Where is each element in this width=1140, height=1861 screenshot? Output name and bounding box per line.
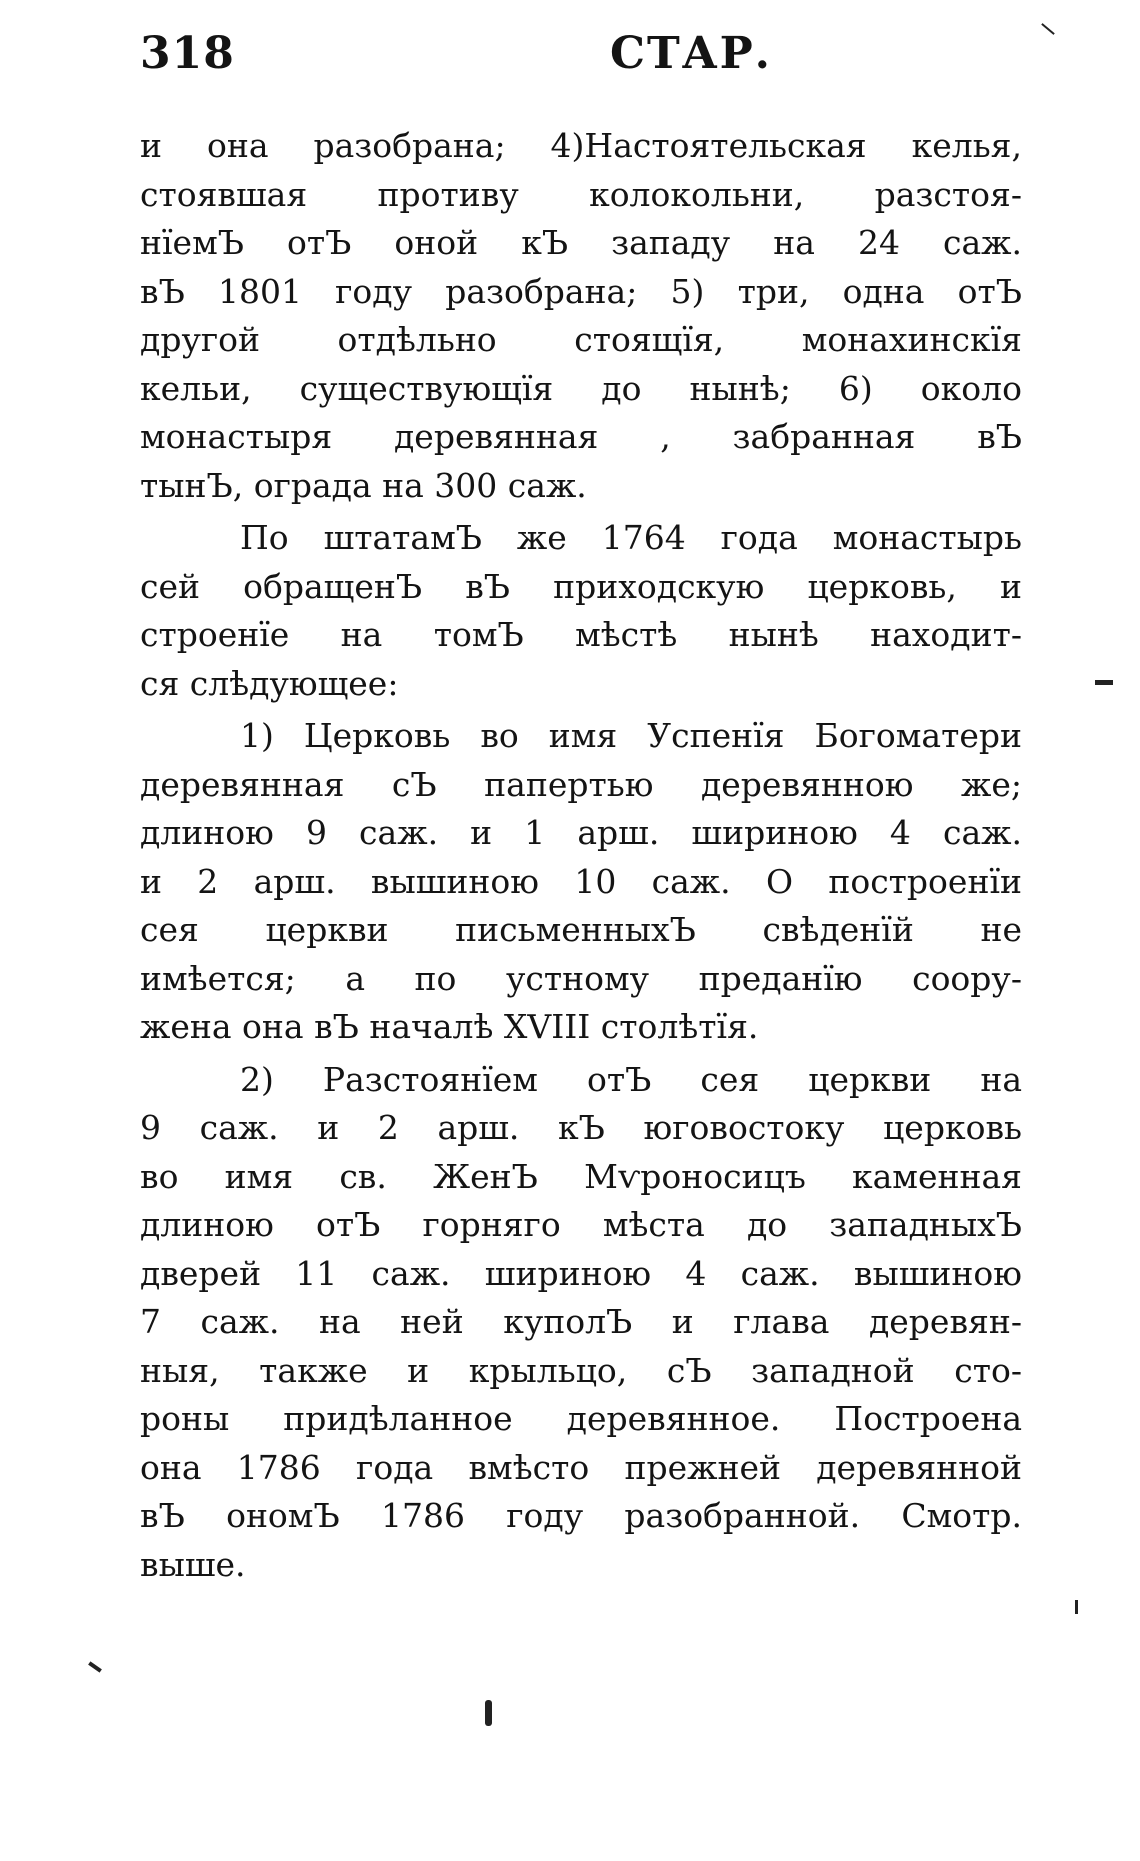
text-line: 9 саж. и 2 арш. кЪ юговостоку церковь <box>140 1108 1022 1147</box>
text-line: ся слѣдующее: <box>140 663 399 703</box>
page-header <box>140 28 1040 98</box>
text-line: вЪ ономЪ 1786 году разобранной. Смотр. <box>140 1496 1022 1535</box>
text-line: другой отдѣльно стоящїя, монахинскїя <box>140 320 1022 359</box>
text-line: 2) Разстоянїем отЪ сея церкви на <box>240 1059 1022 1099</box>
text-line: деревянная сЪ папертью деревянною же; <box>140 764 1022 804</box>
text-line: имѣется; а по устному преданїю соору- <box>140 958 1022 998</box>
paragraph-4 <box>140 1056 1022 1590</box>
text-line: строенїе на томЪ мѣстѣ нынѣ находит- <box>140 615 1022 654</box>
body-text <box>140 122 1022 1589</box>
paragraph-1 <box>140 122 1022 510</box>
scan-speck <box>1095 680 1113 685</box>
running-head: СТАР. <box>610 28 773 79</box>
scan-speck <box>88 1661 102 1672</box>
text-line: монастыря деревянная , забранная вЪ <box>140 417 1022 456</box>
text-line: 7 саж. на ней куполЪ и глава деревян- <box>140 1302 1022 1341</box>
text-line: длиною отЪ горняго мѣста до западныхЪ <box>140 1205 1022 1244</box>
text-line: сея церкви письменныхЪ свѣденїй не <box>140 910 1022 949</box>
ink-blot <box>485 1700 492 1726</box>
text-line: нїемЪ отЪ оной кЪ западу на 24 саж. <box>140 223 1022 262</box>
text-line: она 1786 года вмѣсто прежней деревянной <box>140 1447 1022 1487</box>
text-line: дверей 11 саж. шириною 4 саж. вышиною <box>140 1253 1022 1293</box>
text-line: ныя, также и крыльцо, сЪ западной сто- <box>140 1350 1022 1390</box>
page-number: 318 <box>140 28 235 79</box>
paragraph-3 <box>140 712 1022 1052</box>
scan-speck <box>1075 1600 1078 1614</box>
text-line: во имя св. ЖенЪ Мѵроносицъ каменная <box>140 1156 1022 1196</box>
text-line: и 2 арш. вышиною 10 саж. О построенїи <box>140 861 1022 901</box>
text-line: и она разобрана; 4)Настоятельская келья, <box>140 126 1022 165</box>
text-line: сей обращенЪ вЪ приходскую церковь, и <box>140 566 1022 606</box>
text-line: По штатамЪ же 1764 года монастырь <box>240 518 1022 557</box>
scan-speck <box>1041 23 1055 35</box>
text-line: 1) Церковь во имя Успенїя Богоматери <box>240 716 1022 755</box>
paragraph-2 <box>140 514 1022 708</box>
text-line: выше. <box>140 1544 246 1584</box>
text-line: жена она вЪ началѣ XVIII столѣтїя. <box>140 1007 759 1046</box>
text-line: тынЪ, ограда на 300 саж. <box>140 465 587 505</box>
text-line: длиною 9 саж. и 1 арш. шириною 4 саж. <box>140 813 1022 852</box>
text-line: кельи, существующїя до нынѣ; 6) около <box>140 368 1022 408</box>
text-line: стоявшая противу колокольни, разстоя- <box>140 174 1022 214</box>
text-line: роны придѣланное деревянное. Построена <box>140 1399 1022 1438</box>
text-line: вЪ 1801 году разобрана; 5) три, одна отЪ <box>140 271 1022 311</box>
